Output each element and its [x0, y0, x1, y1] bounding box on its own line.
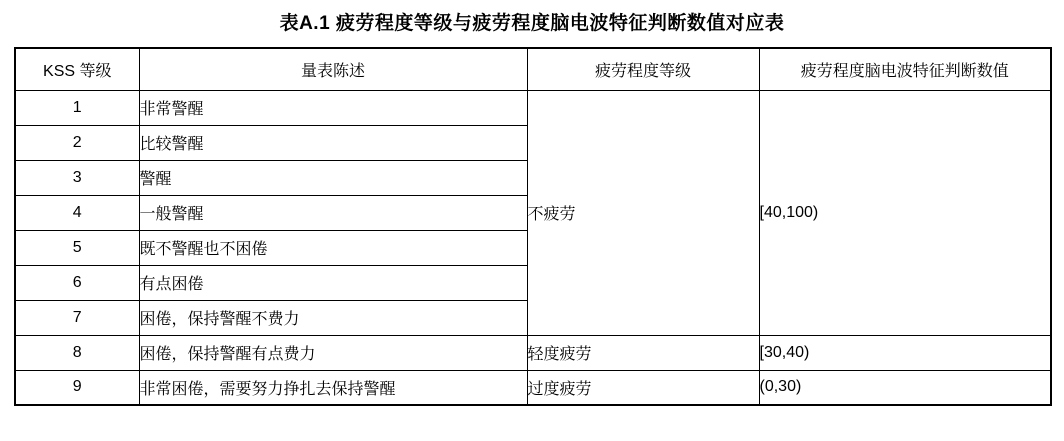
- table-header: [15, 48, 1051, 90]
- cell-kss: 4: [15, 195, 139, 230]
- cell-statement: 困倦，保持警醒有点费力: [139, 335, 527, 370]
- cell-statement: 既不警醒也不困倦: [139, 230, 527, 265]
- cell-statement: 困倦，保持警醒不费力: [139, 300, 527, 335]
- cell-fatigue-level: 轻度疲劳: [527, 335, 759, 370]
- cell-kss: 1: [15, 90, 139, 125]
- cell-statement: 非常困倦，需要努力挣扎去保持警醒: [139, 370, 527, 405]
- cell-statement: 非常警醒: [139, 90, 527, 125]
- column-header-kss: KSS 等级: [15, 48, 139, 90]
- column-header-eeg-value: 疲劳程度脑电波特征判断数值: [759, 48, 1051, 90]
- cell-eeg-value: (0,30): [759, 370, 1051, 405]
- table-row: [15, 370, 1051, 405]
- cell-eeg-value: [40,100): [759, 90, 1051, 335]
- cell-kss: 7: [15, 300, 139, 335]
- table-container: [14, 47, 1050, 406]
- cell-kss: 9: [15, 370, 139, 405]
- cell-kss: 5: [15, 230, 139, 265]
- cell-fatigue-level: 过度疲劳: [527, 370, 759, 405]
- column-header-statement: 量表陈述: [139, 48, 527, 90]
- cell-kss: 2: [15, 125, 139, 160]
- fatigue-mapping-table: [14, 47, 1052, 406]
- cell-kss: 3: [15, 160, 139, 195]
- cell-eeg-value: [30,40): [759, 335, 1051, 370]
- cell-statement: 警醒: [139, 160, 527, 195]
- cell-fatigue-level: 不疲劳: [527, 90, 759, 335]
- cell-statement: 一般警醒: [139, 195, 527, 230]
- column-header-fatigue-level: 疲劳程度等级: [527, 48, 759, 90]
- cell-kss: 6: [15, 265, 139, 300]
- table-row: [15, 335, 1051, 370]
- cell-kss: 8: [15, 335, 139, 370]
- page-title: 表A.1 疲劳程度等级与疲劳程度脑电波特征判断数值对应表: [279, 13, 785, 34]
- cell-statement: 比较警醒: [139, 125, 527, 160]
- table-header-row: [15, 48, 1051, 90]
- cell-statement: 有点困倦: [139, 265, 527, 300]
- table-row: [15, 90, 1051, 125]
- table-body: [15, 90, 1051, 405]
